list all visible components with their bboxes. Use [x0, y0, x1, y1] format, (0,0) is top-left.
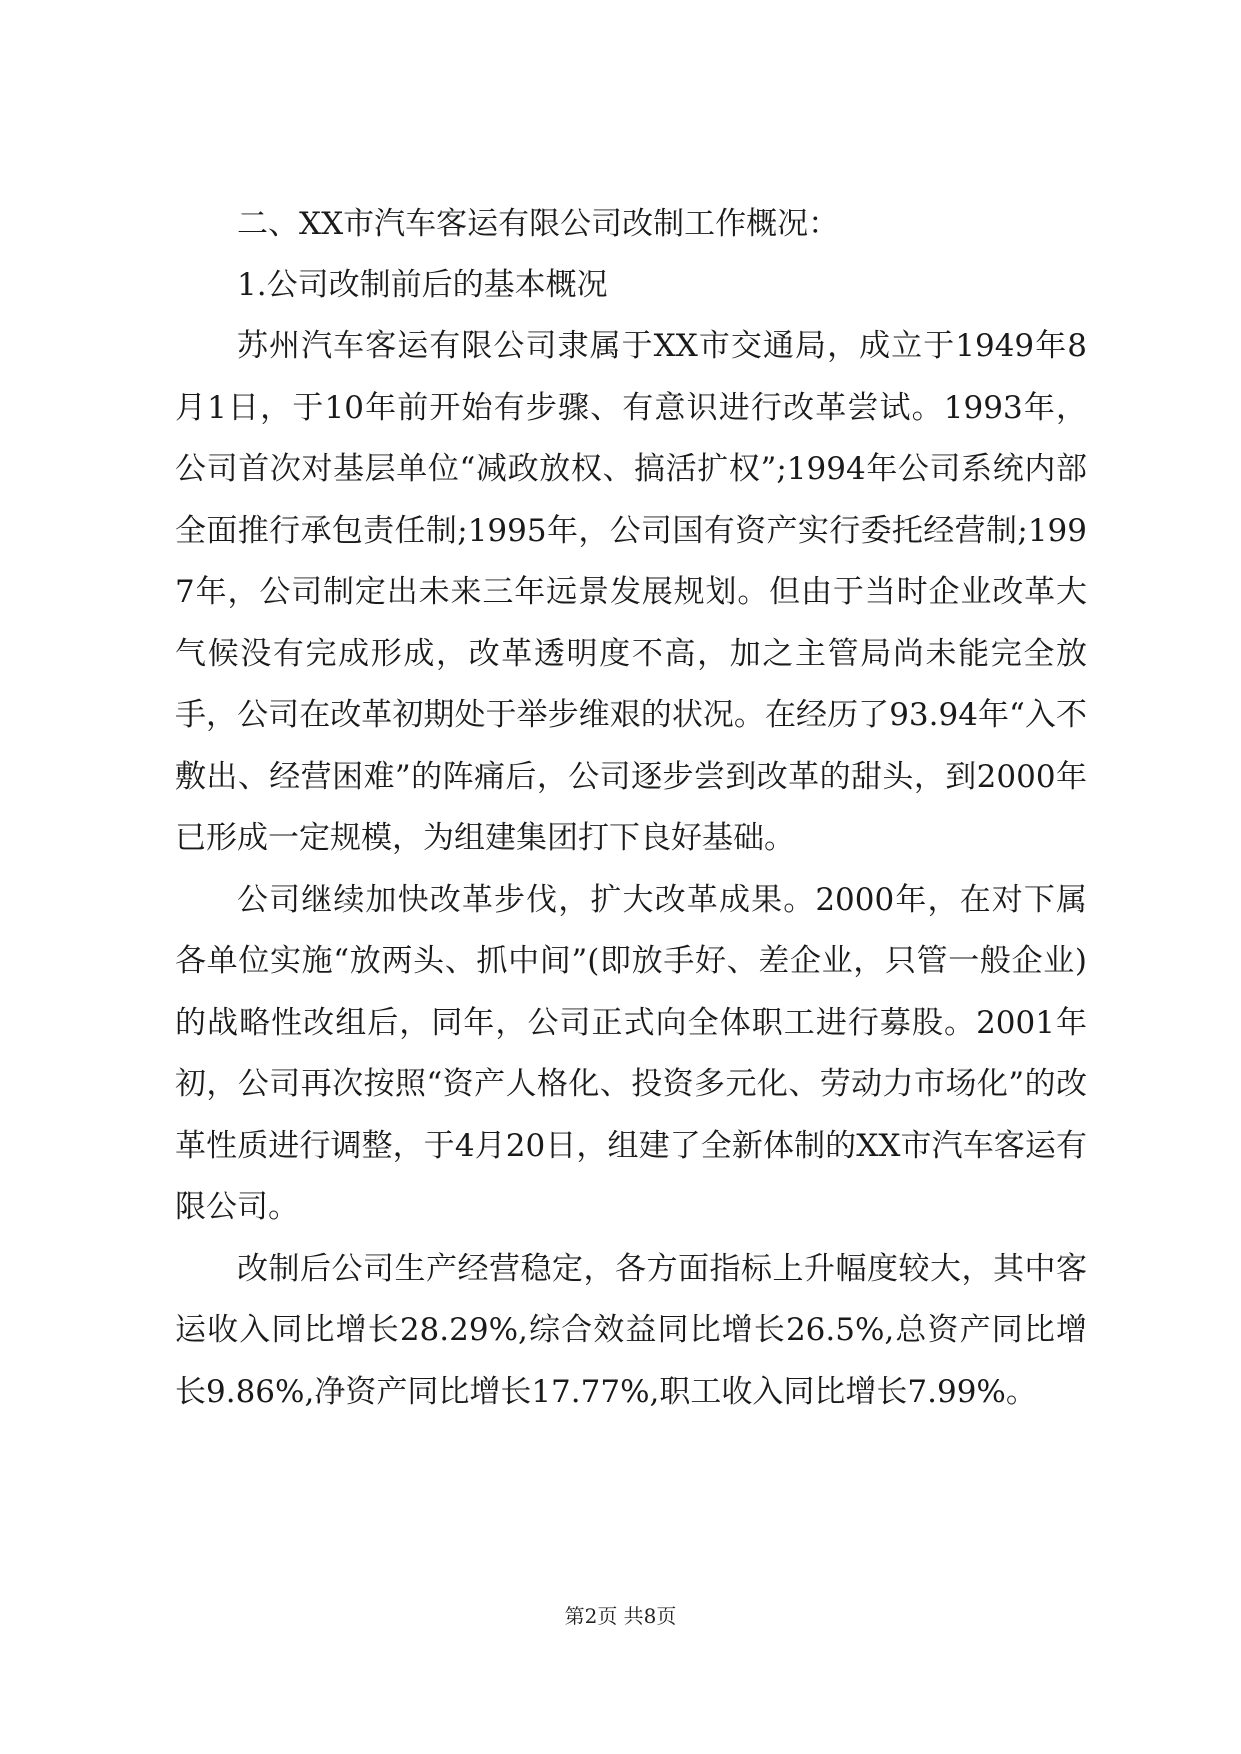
- paragraph-history: 苏州汽车客运有限公司隶属于XX市交通局，成立于1949年8月1日，于10年前开始有步骤、有意识进行改革尝试。1993年，公司首次对基层单位“减政放权、搞活扩权”;1994年公司系统内部全面推行承包责任制;1995年，公司国有资产实行委托经营制;1997年，公司制定出未来三年远景发展规划。但由于当时企业改革大气候没有完成形成，改革透明度不高，加之主管局尚未能完全放手，公司在改革初期处于举步维艰的状况。在经历了93.94年“入不敷出、经营困难”的阵痛后，公司逐步尝到改革的甜头，到2000年已形成一定规模，为组建集团打下良好基础。: [175, 328, 1087, 856]
- paragraph-results: 改制后公司生产经营稳定，各方面指标上升幅度较大，其中客运收入同比增长28.29%,综合效益同比增长26.5%,总资产同比增长9.86%,净资产同比增长17.77%,职工收入同比增长7.99%。: [175, 1250, 1087, 1410]
- paragraph-reform: 公司继续加快改革步伐，扩大改革成果。2000年，在对下属各单位实施“放两头、抓中间”(即放手好、差企业，只管一般企业)的战略性改组后，同年，公司正式向全体职工进行募股。2001年初，公司再次按照“资产人格化、投资多元化、劳动力市场化”的改革性质进行调整，于4月20日，组建了全新体制的XX市汽车客运有限公司。: [175, 881, 1087, 1225]
- document-body: [175, 194, 1087, 1423]
- subsection-heading: 1.公司改制前后的基本概况: [237, 267, 608, 303]
- section-heading: 二、XX市汽车客运有限公司改制工作概况：: [237, 206, 840, 242]
- page-number-footer: 第2页 共8页: [564, 1604, 677, 1628]
